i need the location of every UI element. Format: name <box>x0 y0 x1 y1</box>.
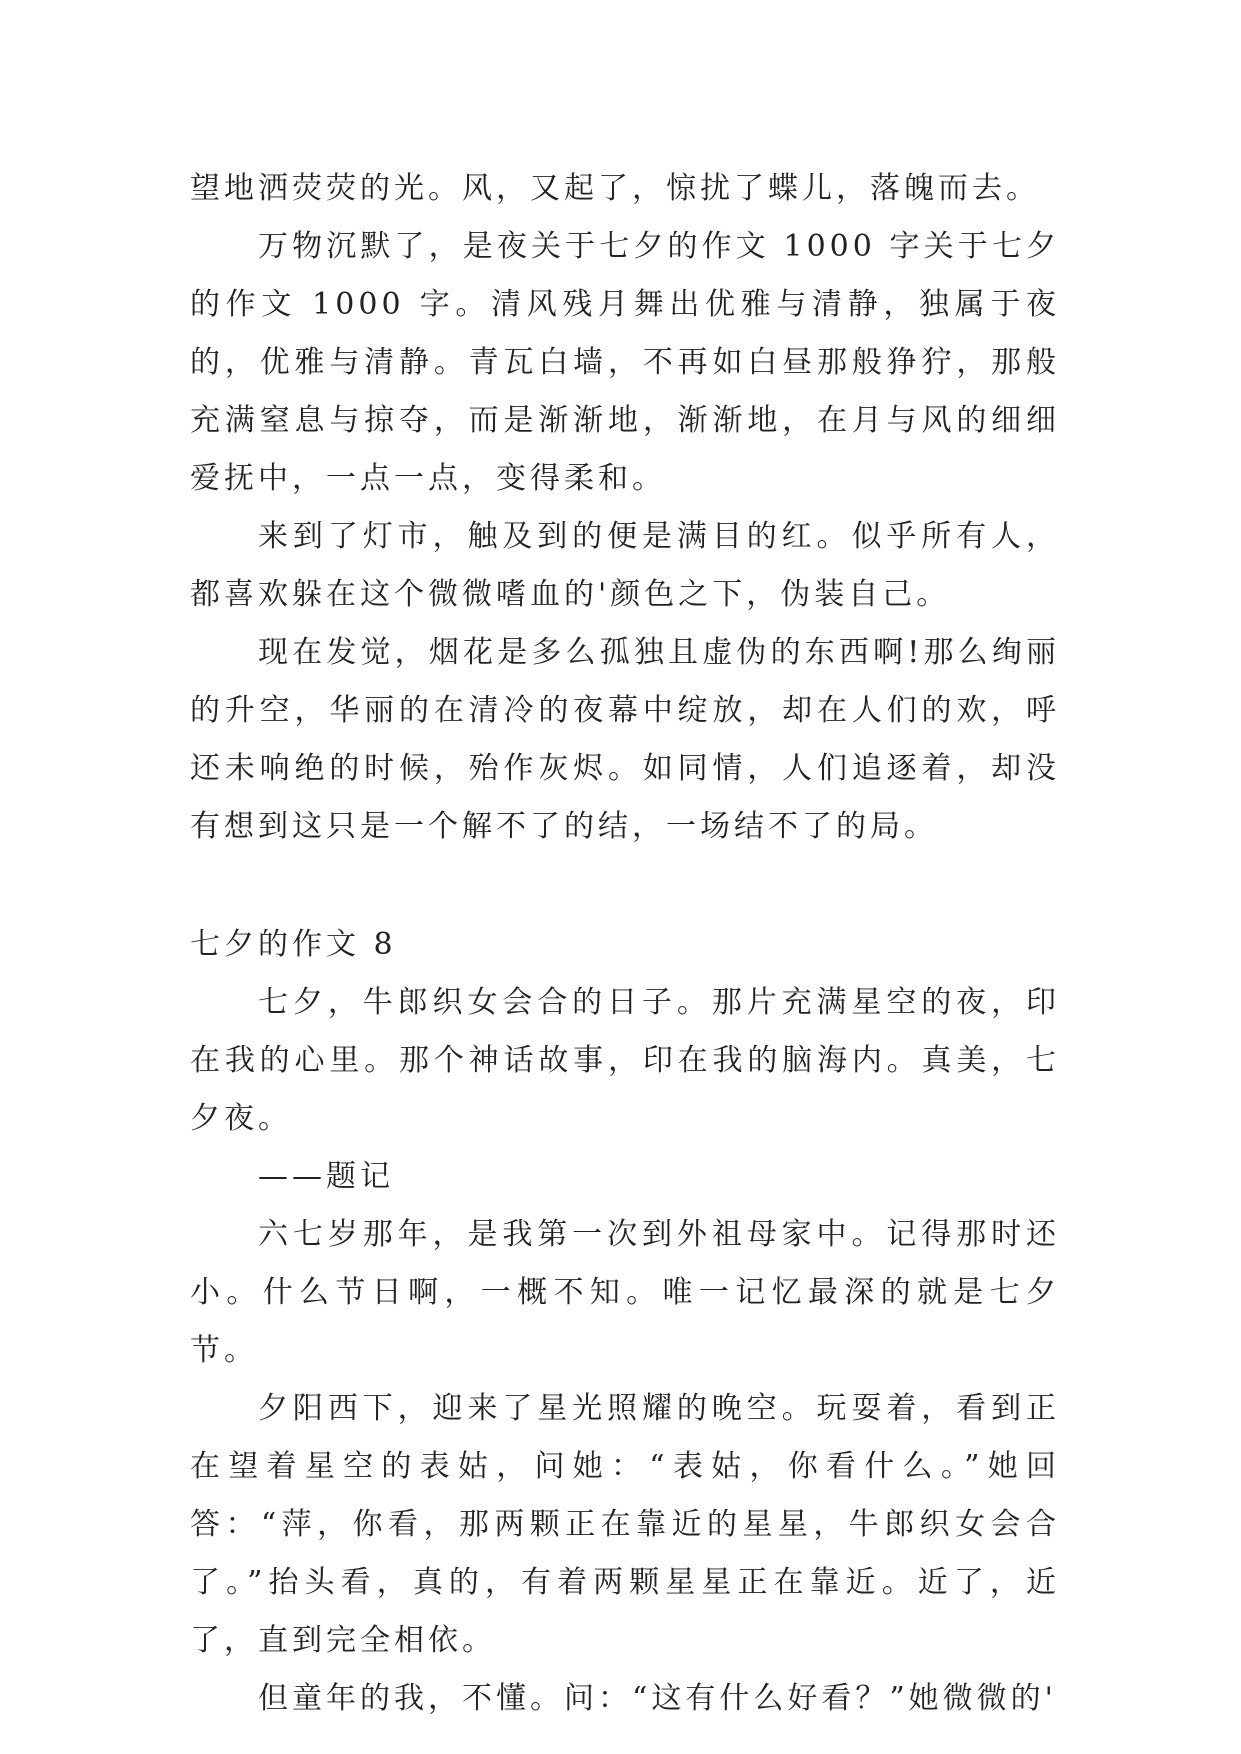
document-body <box>190 160 1060 1728</box>
paragraph: 现在发觉，烟花是多么孤独且虚伪的东西啊!那么绚丽的升空，华丽的在清冷的夜幕中绽放，却在人们的欢，呼还未响绝的时候，殆作灰烬。如同情，人们追逐着，却没有想到这只是一个解不了的结，一场结不了的局。 <box>190 635 1060 844</box>
paragraph: ——题记 <box>258 1159 394 1194</box>
paragraph: 夕阳西下，迎来了星光照耀的晚空。玩耍着，看到正在望着星空的表姑，问她：“表姑，你看什么。”她回答：“萍，你看，那两颗正在靠近的星星，牛郎织女会合了。”抬头看，真的，有着两颗星星正在靠近。近了，近了，直到完全相依。 <box>190 1391 1060 1658</box>
paragraph: 万物沉默了，是夜关于七夕的作文 1000 字关于七夕的作文 1000 字。清风残月舞出优雅与清静，独属于夜的，优雅与清静。青瓦白墙，不再如白昼那般狰狞，那般充满窒息与掠夺，而是渐渐地，渐渐地，在月与风的细细爱抚中，一点一点，变得柔和。 <box>190 229 1060 496</box>
paragraph: 七夕，牛郎织女会合的日子。那片充满星空的夜，印在我的心里。那个神话故事，印在我的脑海内。真美，七夕夜。 <box>190 985 1060 1136</box>
section-title: 七夕的作文 8 <box>190 927 397 962</box>
paragraph: 但童年的我，不懂。问：“这有什么好看？”她微微的' <box>258 1681 1057 1716</box>
paragraph: 望地洒荧荧的光。风，又起了，惊扰了蝶儿，落魄而去。 <box>190 171 1040 206</box>
paragraph: 六七岁那年，是我第一次到外祖母家中。记得那时还小。什么节日啊，一概不知。唯一记忆最深的就是七夕节。 <box>190 1217 1060 1368</box>
paragraph: 来到了灯市，触及到的便是满目的红。似乎所有人，都喜欢躲在这个微微嗜血的'颜色之下，伪装自己。 <box>190 519 1060 612</box>
